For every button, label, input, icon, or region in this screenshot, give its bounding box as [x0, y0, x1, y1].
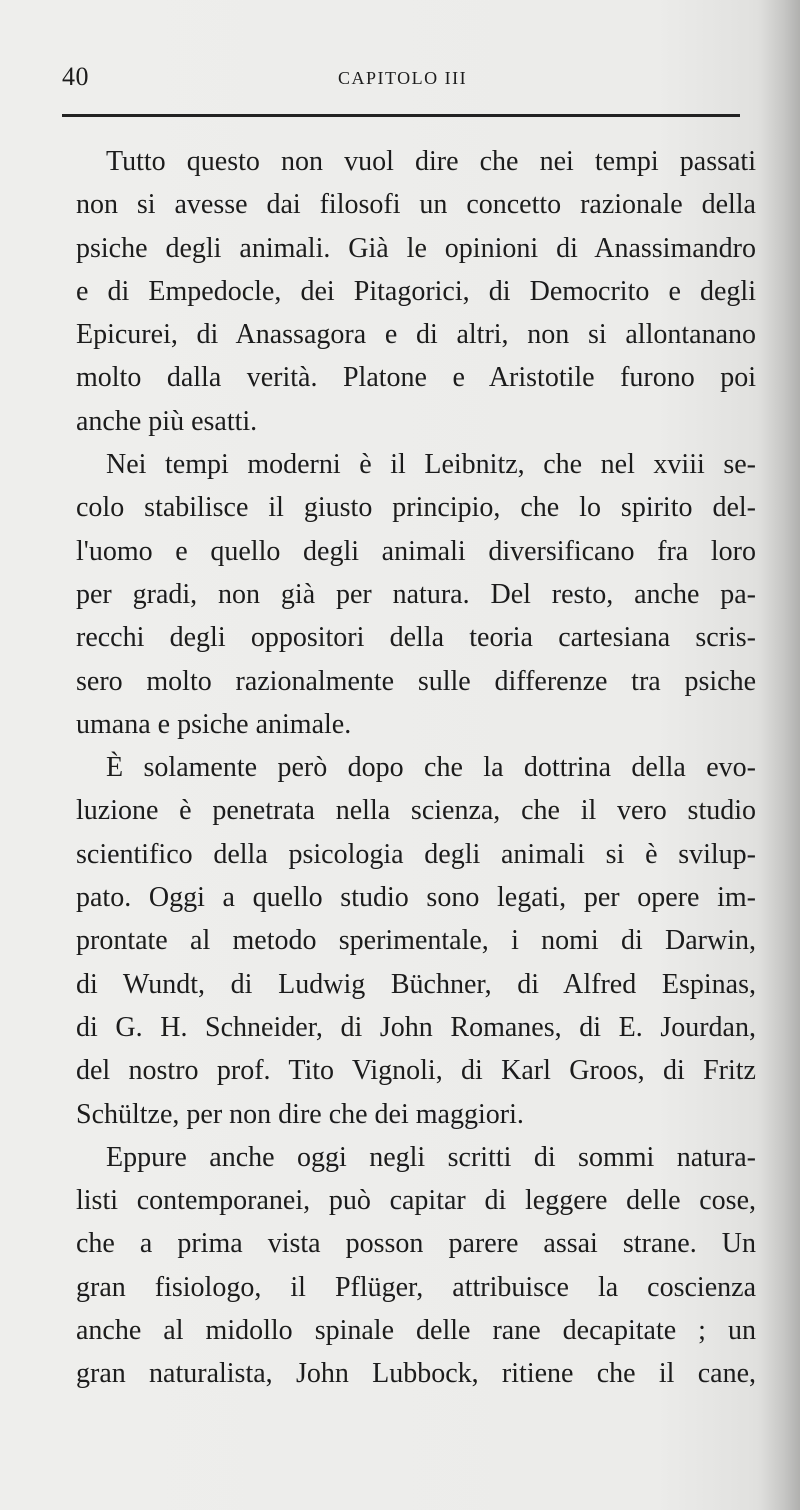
text-line: luzione è penetrata nella scienza, che il vero studio: [76, 795, 756, 827]
text-line: umana e psiche animale.: [76, 708, 352, 740]
text-line: gran fisiologo, il Pflüger, attribuisce la coscienza: [76, 1271, 756, 1303]
text-line: anche più esatti.: [76, 405, 258, 437]
text-line: di G. H. Schneider, di John Romanes, di E. Jourdan,: [76, 1011, 756, 1043]
text-line: che a prima vista posson parere assai strane. Un: [76, 1228, 756, 1260]
text-line: pato. Oggi a quello studio sono legati, per opere im-: [76, 882, 756, 914]
text-line: sero molto razionalmente sulle differenze tra psiche: [76, 665, 756, 697]
text-line: gran naturalista, John Lubbock, ritiene che il cane,: [76, 1358, 756, 1390]
page-edge-shadow: [760, 0, 800, 1510]
header-rule: [62, 114, 740, 117]
text-line: Schültze, per non dire che dei maggiori.: [76, 1098, 524, 1130]
page-number: 40: [62, 62, 89, 91]
text-line: per gradi, non già per natura. Del resto, anche pa-: [76, 578, 756, 610]
text-line: anche al midollo spinale delle rane decapitate ; un: [76, 1315, 756, 1347]
text-line: Epicurei, di Anassagora e di altri, non si allontanano: [76, 319, 756, 351]
running-head: [62, 62, 742, 102]
text-line: È solamente però dopo che la dottrina della evo-: [106, 752, 756, 784]
chapter-title: CAPITOLO III: [338, 68, 468, 88]
text-line: e di Empedocle, dei Pitagorici, di Democrito e degli: [76, 275, 756, 307]
text-line: prontate al metodo sperimentale, i nomi di Darwin,: [76, 925, 756, 957]
text-line: molto dalla verità. Platone e Aristotile furono poi: [76, 362, 756, 394]
text-line: colo stabilisce il giusto principio, che lo spirito del-: [76, 492, 756, 524]
text-line: listi contemporanei, può capitar di leggere delle cose,: [76, 1185, 756, 1217]
text-line: l'uomo e quello degli animali diversificano fra loro: [76, 535, 756, 567]
text-line: Eppure anche oggi negli scritti di sommi natura-: [106, 1141, 756, 1173]
text-line: di Wundt, di Ludwig Büchner, di Alfred Espinas,: [76, 968, 756, 1000]
body-text: [76, 140, 756, 1396]
text-line: scientifico della psicologia degli animali si è svilup-: [76, 838, 756, 870]
text-line: Tutto questo non vuol dire che nei tempi passati: [106, 146, 756, 177]
text-line: recchi degli oppositori della teoria cartesiana scris-: [76, 622, 756, 654]
text-line: psiche degli animali. Già le opinioni di Anassimandro: [76, 232, 756, 264]
text-line: del nostro prof. Tito Vignoli, di Karl Groos, di Fritz: [76, 1055, 756, 1087]
text-line: Nei tempi moderni è il Leibnitz, che nel xviii se-: [106, 449, 756, 481]
text-line: non si avesse dai filosofi un concetto razionale della: [76, 189, 756, 221]
